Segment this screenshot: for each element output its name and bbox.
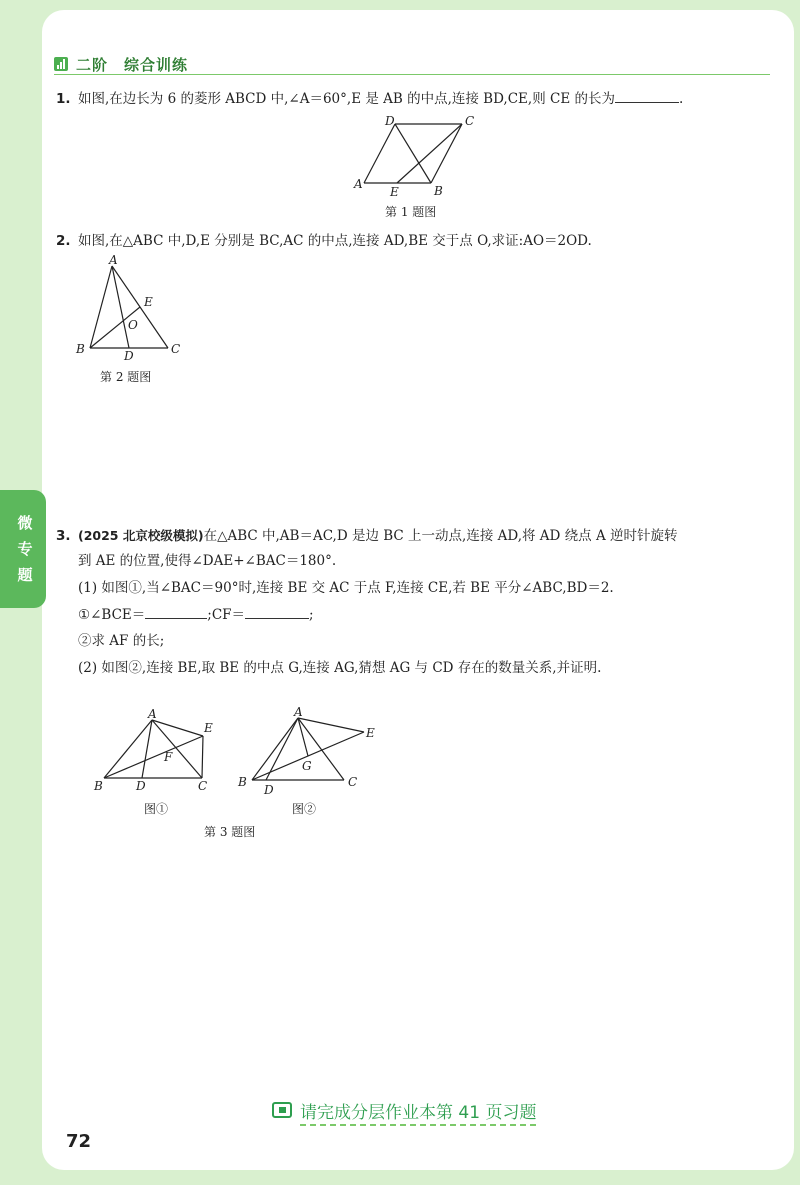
question-2 (56, 230, 592, 252)
question-number: 3. (56, 528, 71, 544)
question-number: 2. (56, 233, 71, 249)
label-B: B (238, 775, 247, 789)
figure-caption-q1: 第 1 题图 (385, 205, 437, 219)
label-B: B (76, 342, 85, 356)
question-part-1: (1) 如图①,当∠BAC＝90°时,连接 BE 交 AC 于点 F,连接 CE,若 BE 平分∠ABC,BD＝2. (78, 580, 614, 596)
question-text-line1: 在△ABC 中,AB＝AC,D 是边 BC 上一动点,连接 AD,将 AD 绕点 A 逆时针旋转 (203, 528, 678, 544)
question-end: . (678, 91, 684, 107)
figure-q3-1 (90, 706, 220, 798)
label-C: C (348, 775, 358, 789)
answer-blank-bce[interactable] (145, 604, 207, 619)
side-tab-label: 微专题 (17, 514, 33, 584)
figure-caption-q3: 第 3 题图 (204, 825, 256, 839)
label-A: A (109, 254, 118, 267)
section-title: 二阶 综合训练 (76, 56, 189, 74)
label-E: E (144, 295, 153, 309)
bar-chart-icon (54, 57, 68, 71)
label-B: B (94, 779, 103, 793)
figure-caption-q3-2: 图② (292, 802, 317, 816)
label-C: C (171, 342, 181, 356)
figure-q3-2 (232, 704, 382, 798)
question-source: (2025 北京校级模拟) (78, 528, 204, 543)
question-text: 如图,在△ABC 中,D,E 分别是 BC,AC 的中点,连接 AD,BE 交于点 O,求证:AO＝2OD. (78, 233, 592, 249)
label-C: C (465, 114, 475, 128)
label-F: F (164, 750, 173, 764)
figure-caption-q3-1: 图① (144, 802, 169, 816)
label-B: B (434, 184, 443, 198)
label-D: D (264, 783, 274, 797)
question-1 (56, 88, 683, 110)
label-E: E (366, 726, 375, 740)
question-part-2: (2) 如图②,连接 BE,取 BE 的中点 G,连接 AG,猜想 AG 与 CD 存在的数量关系,并证明. (78, 660, 602, 676)
question-part-1a: ①∠BCE＝ ;CF＝ ; (78, 604, 314, 626)
question-3 (56, 525, 678, 547)
label-A: A (294, 705, 303, 719)
label-A: A (148, 707, 157, 721)
label-D: D (385, 114, 395, 128)
figure-q1 (350, 112, 480, 200)
label-E: E (390, 185, 399, 199)
homework-link-text: 请完成分层作业本第 41 页习题 (300, 1098, 536, 1126)
label-A: A (354, 177, 363, 191)
question-number: 1. (56, 91, 71, 107)
answer-blank-cf[interactable] (245, 604, 309, 619)
question-text-line2: 到 AE 的位置,使得∠DAE+∠BAC＝180°. (78, 553, 337, 569)
figure-caption-q2: 第 2 题图 (100, 370, 152, 384)
question-text: 如图,在边长为 6 的菱形 ABCD 中,∠A＝60°,E 是 AB 的中点,连接 BD,CE,则 CE 的长为 (78, 91, 615, 107)
answer-blank[interactable] (615, 88, 679, 103)
label-D: D (136, 779, 146, 793)
label-C: C (198, 779, 208, 793)
section-header (54, 54, 770, 75)
question-part-1b: ②求 AF 的长; (78, 633, 165, 649)
label-D: D (124, 349, 134, 362)
figure-q2 (72, 254, 192, 362)
side-tab[interactable] (0, 490, 46, 608)
label-G: G (302, 759, 312, 773)
page-number: 72 (66, 1131, 92, 1152)
label-E: E (204, 721, 213, 735)
homework-icon (272, 1102, 292, 1118)
label-O: O (128, 318, 138, 332)
